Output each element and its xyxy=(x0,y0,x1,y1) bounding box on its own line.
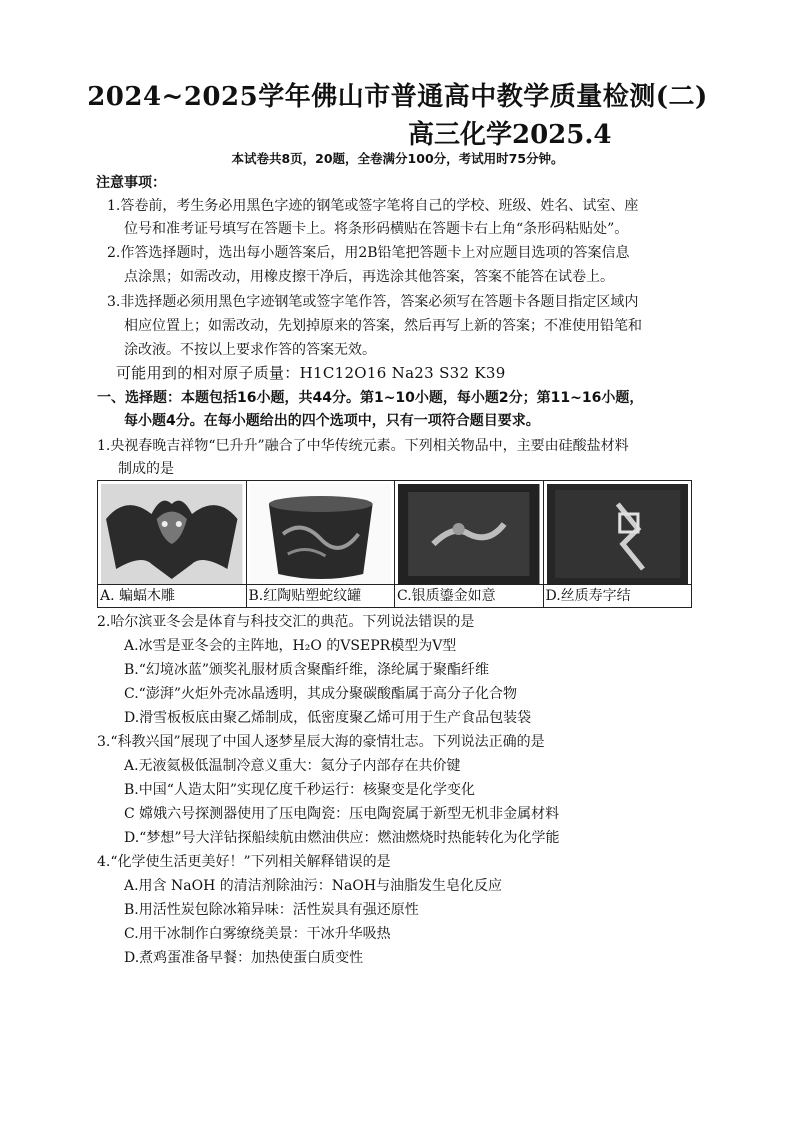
option-cell-a xyxy=(98,481,247,607)
question-stem: 2.哈尔滨亚冬会是体育与科技交汇的典范。下列说法错误的是 xyxy=(97,614,475,630)
option-text: A.用含 NaOH 的清洁剂除油污：NaOH与油脂发生皂化反应 xyxy=(124,878,503,894)
notice-line: 3.非选择题必须用黑色字迹钢笔或签字笔作答，答案必须写在答题卡各题目指定区域内 xyxy=(107,294,639,310)
snake-pattern-pottery-image xyxy=(250,484,392,584)
section-heading: 每小题4分。在每小题给出的四个选项中，只有一项符合题目要求。 xyxy=(124,413,540,429)
notice-line: 点涂黑；如需改动，用橡皮擦干净后，再选涂其他答案，答案不能答在试卷上。 xyxy=(124,269,614,285)
option-cell-b xyxy=(247,481,396,607)
notice-line: 2.作答选择题时，选出每小题答案后，用2B铅笔把答题卡上对应题目选项的答案信息 xyxy=(107,245,630,261)
option-label: C.银质鎏金如意 xyxy=(395,584,543,607)
option-text: B.“幻境冰蓝”颁奖礼服材质含聚酯纤维，涤纶属于聚酯纤维 xyxy=(124,662,490,678)
option-cell-c xyxy=(395,481,544,607)
notice-line: 位号和准考证号填写在答题卡上。将条形码横贴在答题卡右上角“条形码粘贴处”。 xyxy=(124,221,629,237)
notice-line: 涂改液。不按以上要求作答的答案无效。 xyxy=(124,342,376,358)
notice-line: 1.答卷前，考生务必用黑色字迹的钢笔或签字笔将自己的学校、班级、姓名、试室、座 xyxy=(107,198,639,214)
option-label: D.丝质寿字结 xyxy=(544,584,692,607)
question-stem: 制成的是 xyxy=(118,461,174,477)
atomic-masses: 可能用到的相对原子质量：H1C12O16 Na23 S32 K39 xyxy=(116,364,506,382)
option-cell-d xyxy=(544,481,692,607)
bat-wood-carving-image xyxy=(101,484,243,584)
option-text: A.无液氦极低温制冷意义重大：氦分子内部存在共价键 xyxy=(124,758,461,774)
notice-heading: 注意事项： xyxy=(96,175,166,191)
option-label: B.红陶贴塑蛇纹罐 xyxy=(247,584,395,607)
exam-title: 2024~2025学年佛山市普通高中教学质量检测(二) xyxy=(87,82,708,112)
option-text: D.滑雪板板底由聚乙烯制成，低密度聚乙烯可用于生产食品包装袋 xyxy=(124,710,532,726)
option-text: D.“梦想”号大洋钻探船续航由燃油供应：燃油燃烧时热能转化为化学能 xyxy=(124,830,560,846)
option-figure-table xyxy=(97,480,692,608)
option-text: B.中国“人造太阳”实现亿度千秒运行：核聚变是化学变化 xyxy=(124,782,476,798)
exam-subtitle: 高三化学2025.4 xyxy=(408,120,612,150)
question-stem: 4.“化学使生活更美好！”下列相关解释错误的是 xyxy=(97,854,391,870)
question-stem: 1.央视春晚吉祥物“巳升升”融合了中华传统元素。下列相关物品中，主要由硅酸盐材料 xyxy=(97,438,629,454)
notice-line: 相应位置上；如需改动，先划掉原来的答案，然后再写上新的答案；不准使用铅笔和 xyxy=(124,318,642,334)
option-text: A.冰雪是亚冬会的主阵地，H₂O 的VSEPR模型为V型 xyxy=(124,638,457,654)
section-heading: 一、选择题：本题包括16小题，共44分。第1~10小题，每小题2分；第11~16小题， xyxy=(97,390,644,406)
option-text: B.用活性炭包除冰箱异味：活性炭具有强还原性 xyxy=(124,902,419,918)
exam-info: 本试卷共8页，20题，全卷满分100分，考试用时75分钟。 xyxy=(231,151,564,166)
option-text: C.用干冰制作白雾缭绕美景：干冰升华吸热 xyxy=(124,926,391,942)
option-label: A. 蝙蝠木雕 xyxy=(98,584,246,607)
question-stem: 3.“科教兴国”展现了中国人逐梦星辰大海的豪情壮志。下列说法正确的是 xyxy=(97,734,545,750)
option-text: C.“澎湃”火炬外壳冰晶透明，其成分聚碳酸酯属于高分子化合物 xyxy=(124,686,517,702)
option-text: C 嫦娥六号探测器使用了压电陶瓷：压电陶瓷属于新型无机非金属材料 xyxy=(124,806,560,822)
gilded-silver-ruyi-image xyxy=(398,484,540,584)
option-text: D.煮鸡蛋准备早餐：加热使蛋白质变性 xyxy=(124,950,364,966)
silk-longevity-knot-image xyxy=(547,484,689,584)
